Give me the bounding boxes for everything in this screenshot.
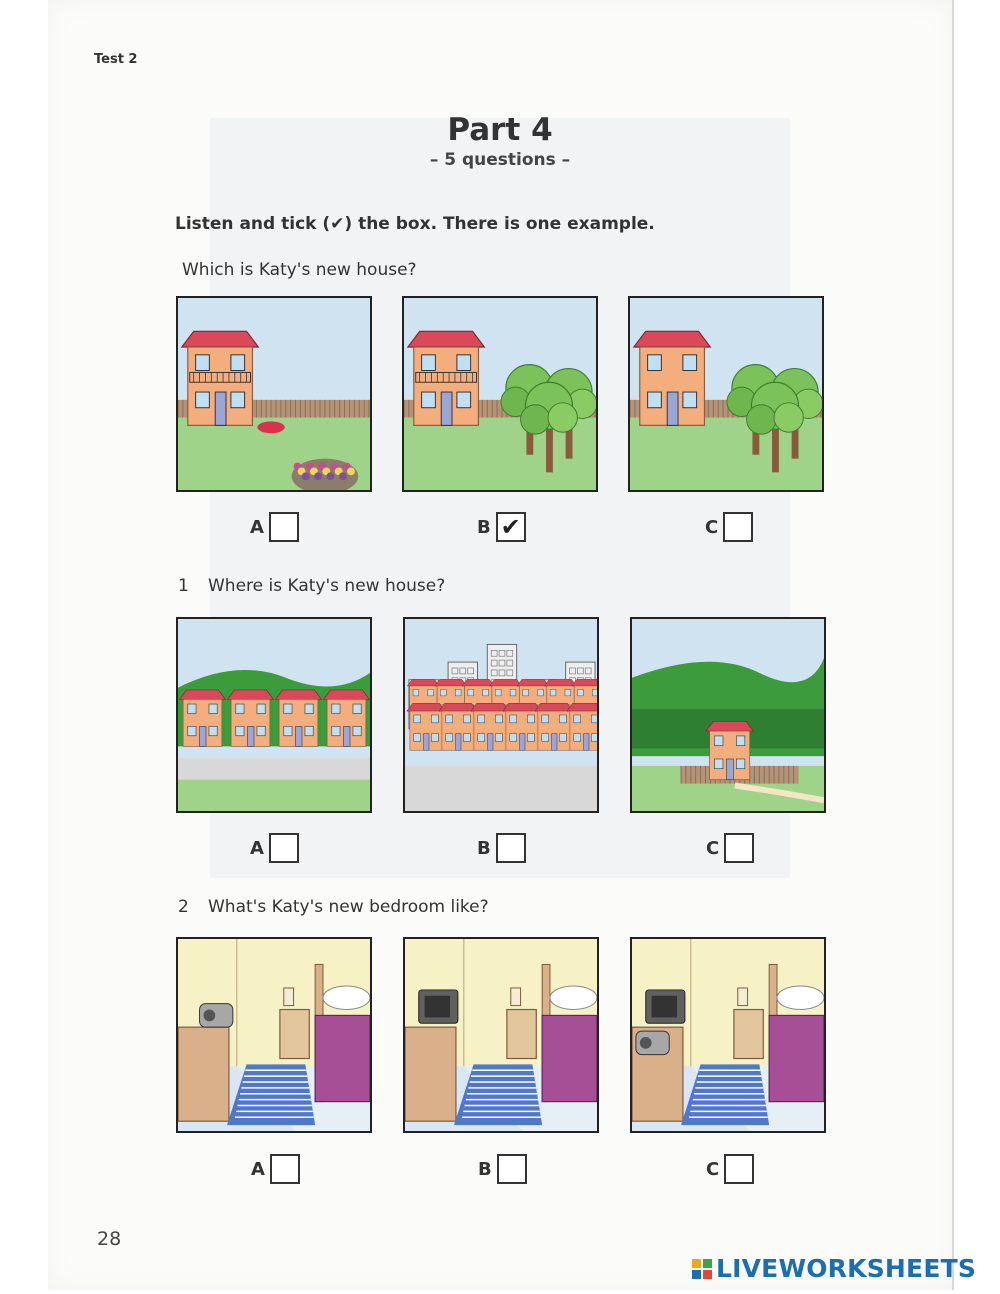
scene-illustration xyxy=(178,298,370,490)
q2-picture-b xyxy=(403,937,599,1133)
option-letter: A xyxy=(250,516,264,538)
example-picture-b xyxy=(402,296,598,492)
tick-box[interactable] xyxy=(269,512,299,542)
option-letter: C xyxy=(705,516,719,538)
q1-option-c xyxy=(706,831,754,865)
question-2 xyxy=(178,897,489,917)
question-text: What's Katy's new bedroom like? xyxy=(208,897,489,917)
scene-illustration xyxy=(404,298,596,490)
page-number: 28 xyxy=(97,1228,122,1250)
tick-box[interactable] xyxy=(496,833,526,863)
tick-box[interactable] xyxy=(724,1154,754,1184)
q2-picture-c xyxy=(630,937,826,1133)
option-letter: B xyxy=(477,516,491,538)
q1-option-b xyxy=(477,831,526,865)
example-option-a xyxy=(250,510,299,544)
example-question-text: Which is Katy's new house? xyxy=(182,260,417,280)
part-subtitle: – 5 questions – xyxy=(429,150,571,170)
instruction-text: Listen and tick (✔) the box. There is one example. xyxy=(175,214,655,234)
test-label: Test 2 xyxy=(94,52,138,67)
scene-illustration xyxy=(178,939,370,1131)
option-letter: C xyxy=(706,837,720,859)
tick-box[interactable] xyxy=(269,833,299,863)
question-number: 2 xyxy=(178,897,189,917)
scene-illustration xyxy=(405,619,597,811)
tick-box[interactable] xyxy=(723,512,753,542)
brand-square xyxy=(703,1259,712,1268)
brand-square xyxy=(703,1270,712,1279)
brand-grid-icon xyxy=(692,1259,712,1279)
tick-box-checked[interactable]: ✔ xyxy=(496,512,526,542)
scene-illustration xyxy=(405,939,597,1131)
option-letter: B xyxy=(477,837,491,859)
brand-square xyxy=(692,1259,701,1268)
scene-illustration xyxy=(632,939,824,1131)
example-option-b xyxy=(477,510,526,544)
example-option-c xyxy=(705,510,753,544)
q2-picture-a xyxy=(176,937,372,1133)
question-text: Where is Katy's new house? xyxy=(208,576,446,596)
option-letter: A xyxy=(250,837,264,859)
brand-square xyxy=(692,1270,701,1279)
scene-illustration xyxy=(632,619,824,811)
scene-illustration xyxy=(178,619,370,811)
brand-name: LIVEWORKSHEETS xyxy=(716,1254,977,1283)
option-letter: A xyxy=(251,1158,265,1180)
example-question xyxy=(182,260,417,280)
example-picture-a xyxy=(176,296,372,492)
liveworksheets-logo[interactable] xyxy=(692,1254,976,1283)
option-letter: C xyxy=(706,1158,720,1180)
q2-option-a xyxy=(251,1152,300,1186)
q1-picture-c xyxy=(630,617,826,813)
q2-option-b xyxy=(478,1152,527,1186)
q1-picture-b xyxy=(403,617,599,813)
tick-box[interactable] xyxy=(270,1154,300,1184)
question-1 xyxy=(178,576,445,596)
q1-option-a xyxy=(250,831,299,865)
tick-box[interactable] xyxy=(497,1154,527,1184)
question-number: 1 xyxy=(178,576,189,596)
example-picture-c xyxy=(628,296,824,492)
option-letter: B xyxy=(478,1158,492,1180)
scene-illustration xyxy=(630,298,822,490)
q1-picture-a xyxy=(176,617,372,813)
q2-option-c xyxy=(706,1152,754,1186)
part-title: Part 4 xyxy=(447,112,553,148)
tick-box[interactable] xyxy=(724,833,754,863)
